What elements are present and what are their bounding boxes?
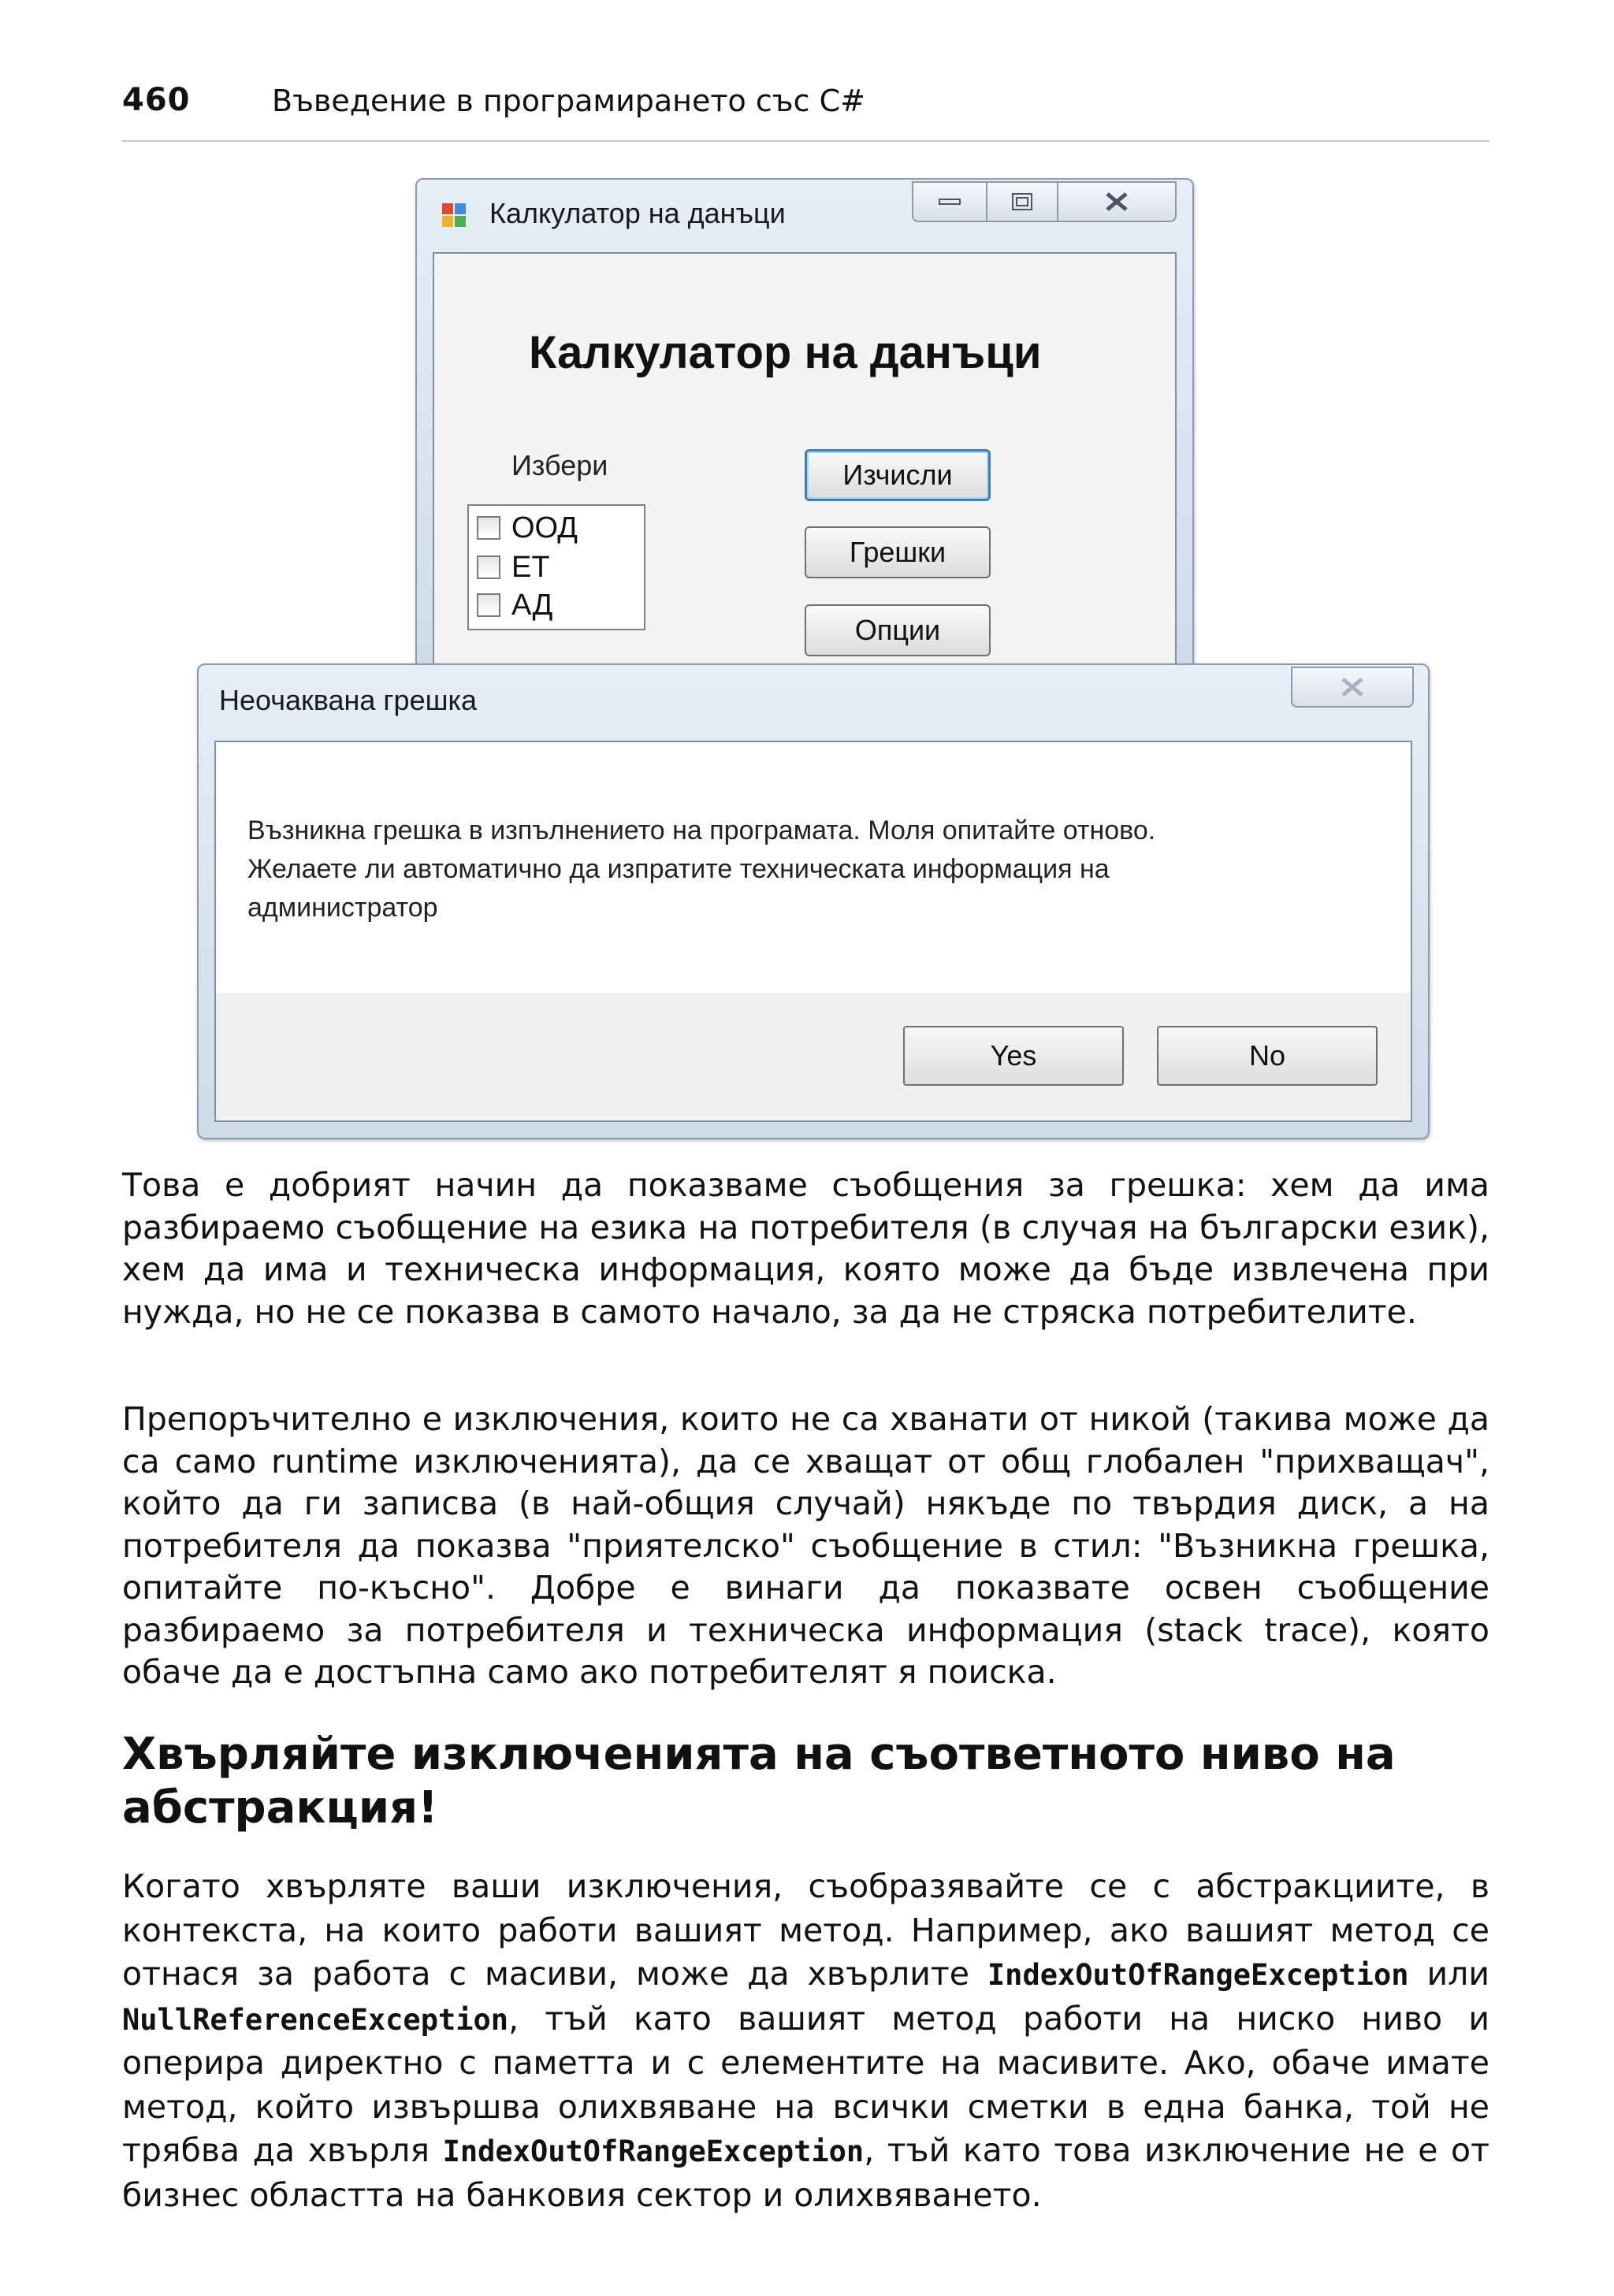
minimize-icon [938,197,961,206]
page-number: 460 [122,82,191,118]
maximize-icon [1010,191,1034,212]
paragraph-3 [122,1865,1489,2217]
book-title: Въведение в програмирането със C# [272,84,865,118]
calculate-button[interactable]: Изчисли [805,449,991,501]
error-dialog-body [214,741,1412,1122]
checklist-item[interactable] [477,509,578,547]
minimize-button[interactable] [912,181,987,222]
checklist-item[interactable] [477,548,550,586]
close-icon [1103,191,1131,213]
calculator-form [433,252,1177,687]
code-null-reference: NullReferenceException [122,2002,509,2037]
calculator-window [415,178,1194,685]
no-button[interactable]: No [1157,1026,1378,1086]
paragraph-3-text: или [1408,1955,1489,1993]
choose-label: Избери [511,449,608,481]
dialog-close-button[interactable] [1291,667,1414,708]
paragraph-3-text: , тъй като вашият метод работи на ниско ниво и оперира директно с паметта и с елементите на масивите. Ако, обаче имате метод, който извършва олихвяване на всички сметки в една банка, той не трябва да хвърля [122,1999,1489,2169]
calculator-heading: Калкулатор на данъци [529,327,1042,378]
maximize-button[interactable] [987,181,1058,222]
checkbox[interactable] [477,555,500,579]
section-title: Хвърляйте изключенията на съответното ниво на абстракция! [122,1729,1396,1833]
error-message [247,812,1398,927]
close-button[interactable] [1058,181,1177,222]
window-controls [912,181,1177,222]
checkbox[interactable] [477,593,500,617]
error-dialog-title: Неочаквана грешка [219,684,478,716]
yes-button[interactable]: Yes [903,1026,1124,1086]
checkbox-label: ООД [511,511,578,544]
error-message-line: Желаете ли автоматично да изпратите техническата информация на [247,854,1110,884]
checkbox-label: ЕТ [511,550,550,584]
paragraph-3-text: , тъй като това изключение не е от бизнес областта на банковия сектор и олихвяването. [122,2131,1489,2214]
calculator-window-title: Калкулатор на данъци [489,197,786,229]
close-icon [1338,676,1367,698]
code-index-out-of-range: IndexOutOfRangeException [987,1958,1409,1992]
options-button[interactable]: Опции [805,604,991,656]
checklist-item[interactable] [477,586,552,624]
app-icon [441,202,467,228]
error-message-line: Възникна грешка в изпълнението на програмата. Моля опитайте отново. [247,815,1156,845]
message-area [216,742,1411,993]
checkbox-label: АД [511,588,553,622]
paragraph-3-text: Когато хвърляте ваши изключения, съобразявайте се с абстракциите, в контекста, на които работи вашият метод. Например, ако вашият метод се отнася за работа с масиви, може да хвърлите [122,1867,1489,1993]
paragraph-1: Това е добрият начин да показваме съобщения за грешка: хем да има разбираемо съобщение на езика на потребителя (в случая на български език), хем да има и техническа информация, която може да бъде извлечена при нужда, но не се показва в самото начало, за да не стряска потребителите. [122,1166,1489,1331]
paragraph-2: Препоръчително е изключения, които не са хванати от никой (такива може да са само runtime изключенията), да се хващат от общ глобален "прихващач", който да ги записва (в най-общия случай) някъде по твърдия диск, а на потребителя да показва "приятелско" съобщение в стил: "Възникна грешка, опитайте по-късно". Добре е винаги да показвате освен съобщение разбираемо за потребителя и техническа информация (stack trace), която обаче да е достъпна само ако потребителят я поиска. [122,1400,1489,1691]
error-dialog [197,663,1430,1139]
company-type-checklist [467,504,645,630]
dialog-controls [1291,667,1414,708]
errors-button[interactable]: Грешки [805,526,991,578]
checkbox[interactable] [477,516,500,540]
code-index-out-of-range: IndexOutOfRangeException [442,2134,865,2168]
page-header [122,79,1489,142]
error-message-line: администратор [247,893,438,923]
